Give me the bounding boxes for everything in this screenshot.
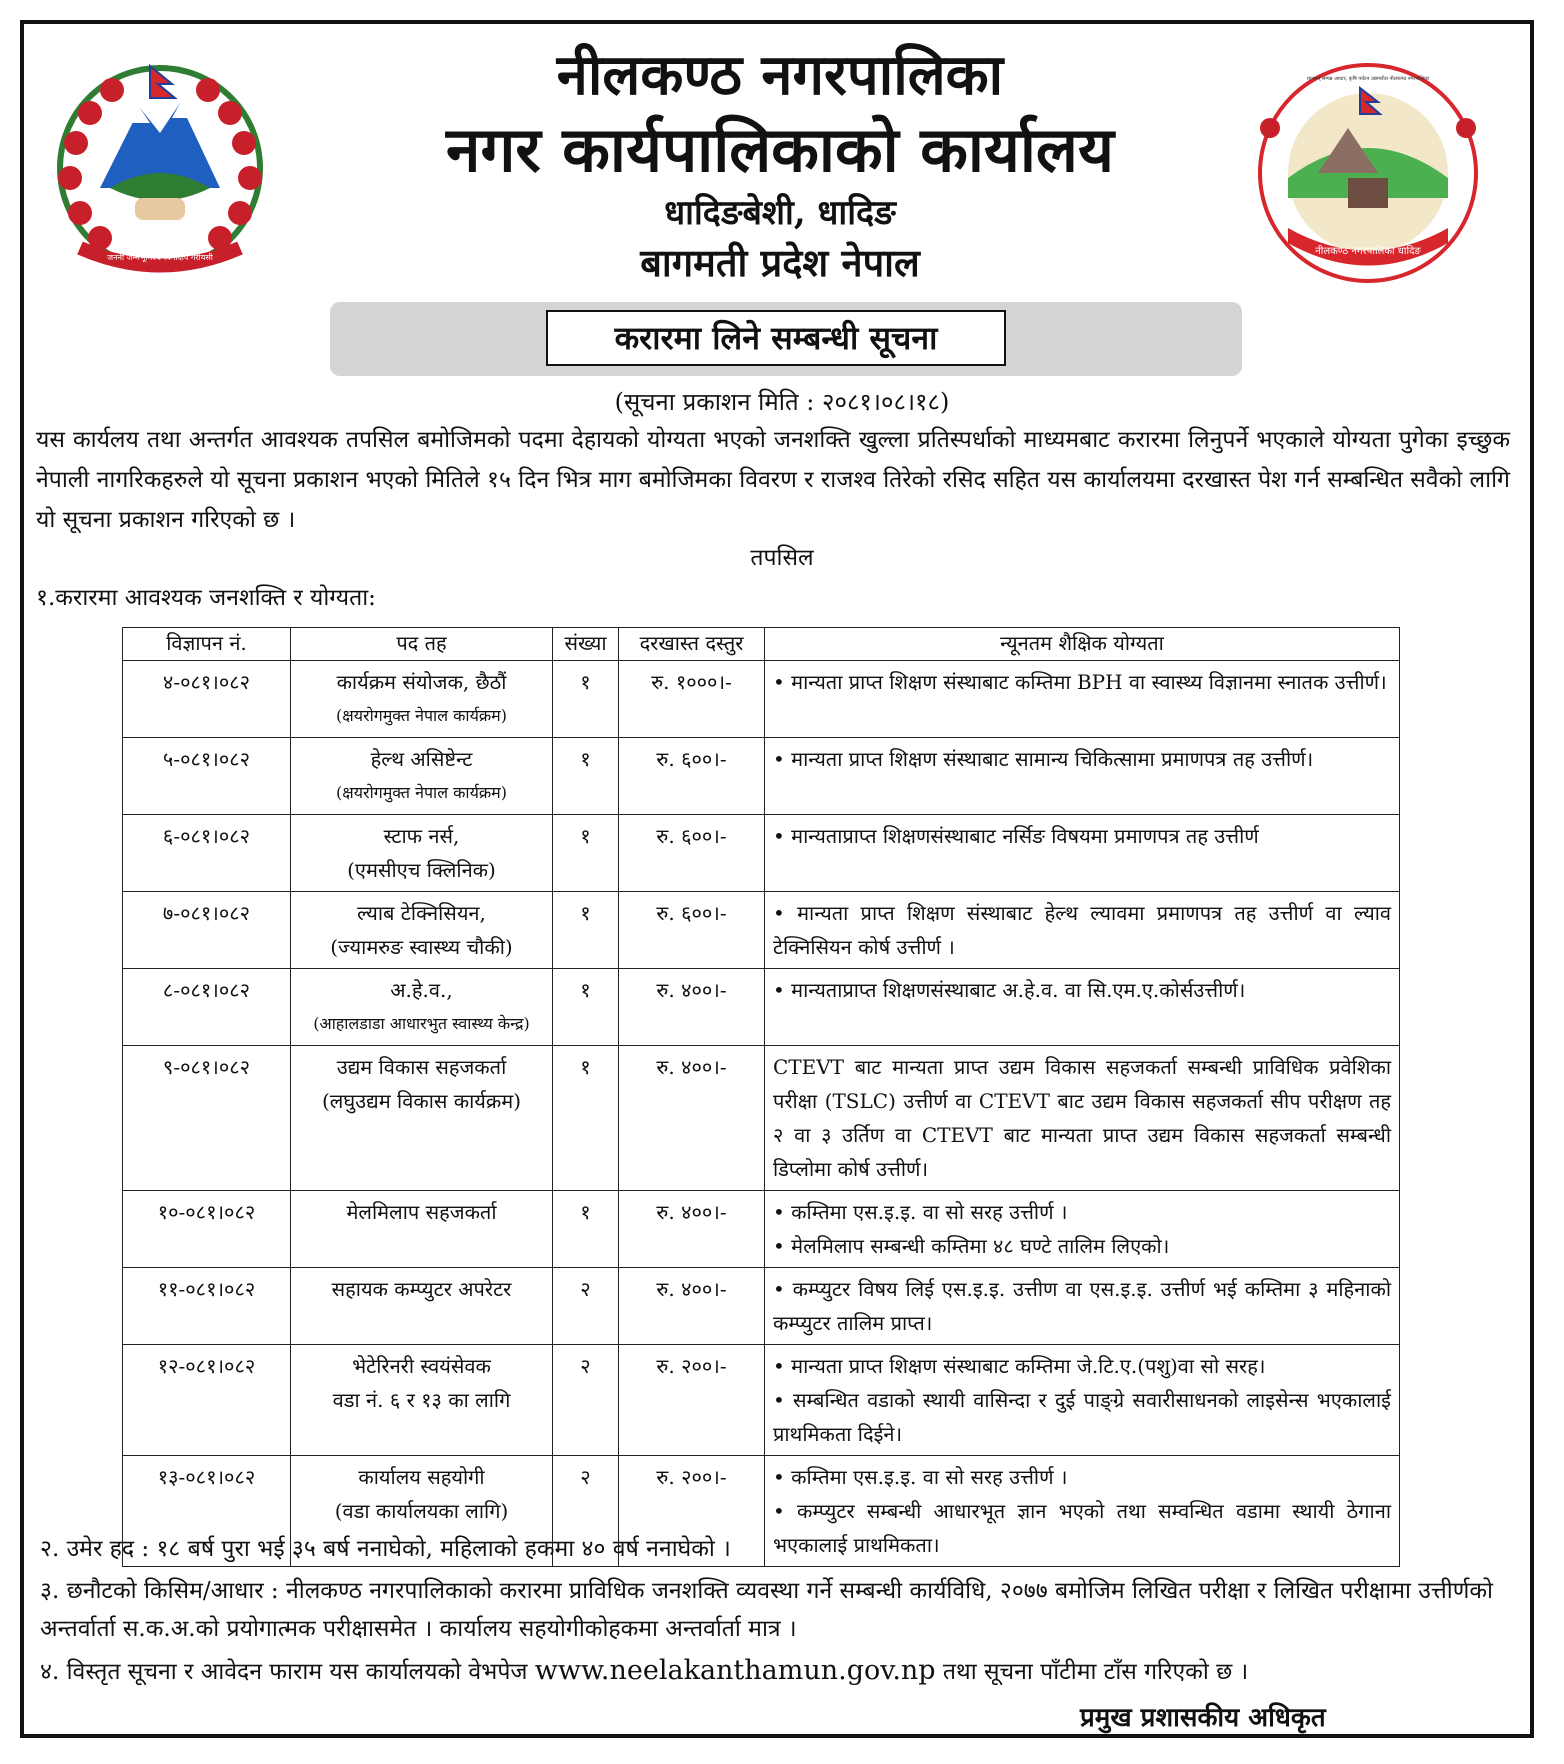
post-count: २ xyxy=(553,1268,619,1345)
emblem-motto: जननी जन्मभूमिश्च स्वर्गादपि गरीयसी xyxy=(107,253,213,262)
qualification-cell xyxy=(765,1345,1400,1456)
post-subtitle: (आहालडाडा आधारभुत स्वास्थ्य केन्द्र) xyxy=(313,1014,530,1033)
post-title: उद्यम विकास सहजकर्ता xyxy=(336,1055,507,1079)
table-row xyxy=(123,815,1400,892)
post-cell xyxy=(291,815,553,892)
qualification-cell xyxy=(765,1191,1400,1268)
qualification-line: • मान्यता प्राप्त शिक्षण संस्थाबाट कम्तिमा जे.टि.ए.(पशु)वा सो सरह। xyxy=(773,1354,1266,1378)
post-cell xyxy=(291,1345,553,1456)
post-count: १ xyxy=(553,892,619,969)
qualification-cell xyxy=(765,1046,1400,1191)
office-location: धादिङबेशी, धादिङ xyxy=(664,193,896,233)
post-count: २ xyxy=(553,1345,619,1456)
qualification-line: • मान्यता प्राप्त शिक्षण संस्थाबाट कम्तिमा BPH वा स्वास्थ्य विज्ञानमा स्नातक उत्तीर्ण। xyxy=(773,670,1387,694)
signatory: प्रमुख प्रशासकीय अधिकृत xyxy=(1080,1703,1326,1733)
header-qualification: न्यूनतम शैक्षिक योग्यता xyxy=(765,628,1400,661)
table-row xyxy=(123,1268,1400,1345)
post-count: १ xyxy=(553,738,619,815)
ad-number: ५-०८१।०८२ xyxy=(123,738,291,815)
qualification-cell xyxy=(765,661,1400,738)
qualification-line: • कम्तिमा एस.इ.इ. वा सो सरह उत्तीर्ण । xyxy=(773,1465,1068,1489)
intro-paragraph: यस कार्यलय तथा अन्तर्गत आवश्यक तपसिल बमोजिमको पदमा देहायको योग्यता भएको जनशक्ति खुल्ला प्रतिस्पर्धाको माध्यमबाट करारमा लिनुपर्ने भएकाले योग्यता पुगेका इच्छुक नेपाली नागरिकहरुले यो सूचना प्रकाशन भएको मितिले १५ दिन भित्र माग बमोजिमका विवरण र राजश्व तिरेको रसिद सहित यस कार्यालयमा दरखास्त पेश गर्न सम्बन्धित सवैको लागि यो सूचना प्रकाशन गरिएको छ । xyxy=(36,427,1510,533)
post-title: कार्यक्रम संयोजक, छैठौं xyxy=(336,670,507,694)
post-count: १ xyxy=(553,969,619,1046)
qualification-line: • कम्प्युटर विषय लिई एस.इ.इ. उत्तीण वा एस.इ.इ. उत्तीर्ण भई कम्तिमा ३ महिनाको कम्प्युटर तालिम प्राप्त। xyxy=(773,1277,1391,1335)
website-info-post: तथा सूचना पाँटीमा टाँस गरिएको छ । xyxy=(942,1659,1249,1685)
ad-number: ८-०८१।०८२ xyxy=(123,969,291,1046)
post-title: अ.हे.व., xyxy=(390,978,453,1002)
municipality-logo-top-text: शान्त्यम् सम्पन्न आधार, कृषि पर्यटन उद्यमशील नीलकण्ठ नगरपालिका xyxy=(1306,76,1430,82)
section-1-heading: १.करारमा आवश्यक जनशक्ति र योग्यता: xyxy=(36,585,376,611)
post-subtitle: (ज्यामरुङ स्वास्थ्य चौकी) xyxy=(330,935,513,959)
post-cell xyxy=(291,738,553,815)
table-row xyxy=(123,969,1400,1046)
ad-number: ११-०८१।०८२ xyxy=(123,1268,291,1345)
qualification-cell xyxy=(765,815,1400,892)
post-subtitle: (क्षयरोगमुक्त नेपाल कार्यक्रम) xyxy=(336,706,507,725)
table-header-row xyxy=(123,628,1400,661)
municipality-logo-icon xyxy=(1248,58,1488,288)
application-fee: रु. ४००।- xyxy=(619,1191,765,1268)
post-cell xyxy=(291,892,553,969)
table-row xyxy=(123,1191,1400,1268)
application-fee: रु. ६००।- xyxy=(619,738,765,815)
qualification-line: • कम्प्युटर सम्बन्धी आधारभूत ज्ञान भएको तथा सम्वन्धित वडामा स्थायी ठेगाना भएकालाई प्राथमिकता। xyxy=(773,1499,1391,1557)
header-post: पद तह xyxy=(291,628,553,661)
post-count: १ xyxy=(553,661,619,738)
ad-number: ४-०८१।०८२ xyxy=(123,661,291,738)
post-title: मेलमिलाप सहजकर्ता xyxy=(346,1200,497,1224)
nepal-emblem-icon xyxy=(40,48,280,288)
qualification-line: • मान्यताप्राप्त शिक्षणसंस्थाबाट अ.हे.व. वा सि.एम.ए.कोर्सउत्तीर्ण। xyxy=(773,978,1246,1002)
municipality-name: नीलकण्ठ नगरपालिका xyxy=(556,42,1004,108)
post-subtitle: (एमसीएच क्लिनिक) xyxy=(347,858,496,882)
table-row xyxy=(123,1046,1400,1191)
post-title: स्टाफ नर्स, xyxy=(383,824,460,848)
application-fee: रु. ४००।- xyxy=(619,1046,765,1191)
website-info xyxy=(40,1652,1530,1691)
post-cell xyxy=(291,661,553,738)
qualification-line: • मेलमिलाप सम्बन्धी कम्तिमा ४८ घण्टे तालिम लिएको। xyxy=(773,1234,1170,1258)
selection-basis: ३. छनौटको किसिम/आधार : नीलकण्ठ नगरपालिकाको करारमा प्राविधिक जनशक्ति व्यवस्था गर्ने सम्बन्धी कार्यविधि, २०७७ बमोजिम लिखित परीक्षा र लिखित परीक्षामा उत्तीर्णको अन्तर्वार्ता स.क.अ.को प्रयोगात्मक परीक्षासमेत । कार्यालय सहयोगीकोहकमा अन्तर्वार्ता मात्र । xyxy=(40,1578,1493,1642)
qualification-line: CTEVT बाट मान्यता प्राप्त उद्यम विकास सहजकर्ता सम्बन्धी प्राविधिक प्रवेशिका परीक्षा (TSLC) उत्तीर्ण वा CTEVT बाट उद्यम विकास सहजकर्ता सीप परीक्षण तह २ वा ३ उर्तिण वा CTEVT बाट मान्यता प्राप्त उद्यम विकास सहजकर्ता सम्बन्धी डिप्लोमा कोर्ष उत्तीर्ण। xyxy=(773,1055,1391,1181)
website-info-pre: ४. विस्तृत सूचना र आवेदन फाराम यस कार्यालयको वेभपेज xyxy=(40,1659,528,1685)
application-fee: रु. ६००।- xyxy=(619,815,765,892)
post-count: २ xyxy=(553,1456,619,1567)
post-cell xyxy=(291,969,553,1046)
ad-number: ९-०८१।०८२ xyxy=(123,1046,291,1191)
qualification-cell xyxy=(765,892,1400,969)
post-subtitle: (वडा कार्यालयका लागि) xyxy=(334,1499,509,1523)
application-fee: रु. ६००।- xyxy=(619,892,765,969)
qualification-line: • मान्यताप्राप्त शिक्षणसंस्थाबाट नर्सिङ विषयमा प्रमाणपत्र तह उत्तीर्ण xyxy=(773,824,1259,848)
post-title: कार्यालय सहयोगी xyxy=(358,1465,485,1489)
ad-number: ७-०८१।०८२ xyxy=(123,892,291,969)
application-fee: रु. ४००।- xyxy=(619,969,765,1046)
qualification-cell xyxy=(765,1268,1400,1345)
post-count: १ xyxy=(553,1046,619,1191)
post-subtitle: (क्षयरोगमुक्त नेपाल कार्यक्रम) xyxy=(336,783,507,802)
application-fee: रु. २००।- xyxy=(619,1345,765,1456)
qualification-line: • मान्यता प्राप्त शिक्षण संस्थाबाट सामान्य चिकित्सामा प्रमाणपत्र तह उत्तीर्ण। xyxy=(773,747,1314,771)
table-row xyxy=(123,1345,1400,1456)
positions-table xyxy=(122,627,1400,1567)
post-subtitle: वडा नं. ६ र १३ का लागि xyxy=(332,1388,511,1412)
age-limit: २. उमेर हद : १८ बर्ष पुरा भई ३५ बर्ष ननाघेको, महिलाको हकमा ४० वर्ष ननाघेको । xyxy=(40,1536,731,1562)
notice-title: करारमा लिने सम्बन्धी सूचना xyxy=(546,310,1006,366)
application-fee: रु. ४००।- xyxy=(619,1268,765,1345)
post-count: १ xyxy=(553,1191,619,1268)
header-fee: दरखास्त दस्तुर xyxy=(619,628,765,661)
qualification-cell xyxy=(765,738,1400,815)
table-row xyxy=(123,661,1400,738)
post-count: १ xyxy=(553,815,619,892)
qualification-line: • कम्तिमा एस.इ.इ. वा सो सरह उत्तीर्ण । xyxy=(773,1200,1068,1224)
publish-date: (सूचना प्रकाशन मिति : २०८१।०८।१८) xyxy=(614,388,950,416)
post-title: हेल्थ असिष्टेन्ट xyxy=(370,747,473,771)
ad-number: ६-०८१।०८२ xyxy=(123,815,291,892)
application-fee: रु. १०००।- xyxy=(619,661,765,738)
table-body xyxy=(123,661,1400,1567)
application-fee: रु. २००।- xyxy=(619,1456,765,1567)
qualification-cell xyxy=(765,969,1400,1046)
post-title: सहायक कम्प्युटर अपरेटर xyxy=(331,1277,512,1301)
table-row xyxy=(123,892,1400,969)
table-row xyxy=(123,738,1400,815)
qualification-line: • मान्यता प्राप्त शिक्षण संस्थाबाट हेल्थ ल्यावमा प्रमाणपत्र तह उत्तीर्ण वा ल्याव टेक्निसियन कोर्ष उत्तीर्ण । xyxy=(773,901,1391,959)
post-subtitle: (लघुउद्यम विकास कार्यक्रम) xyxy=(321,1089,522,1113)
municipality-logo-text: नीलकण्ठ नगरपालिका धादिङ xyxy=(1315,246,1421,257)
post-title: भेटेरिनरी स्वयंसेवक xyxy=(352,1354,491,1378)
notice-title-banner xyxy=(330,302,1242,376)
website-link[interactable]: www.neelakanthamun.gov.np xyxy=(534,1655,936,1686)
post-cell xyxy=(291,1191,553,1268)
header-count: संख्या xyxy=(553,628,619,661)
ad-number: १३-०८१।०८२ xyxy=(123,1456,291,1567)
tapasil-heading: तपसिल xyxy=(750,545,814,571)
header-ad-no: विज्ञापन नं. xyxy=(123,628,291,661)
ad-number: १०-०८१।०८२ xyxy=(123,1191,291,1268)
post-cell xyxy=(291,1046,553,1191)
qualification-line: • सम्बन्धित वडाको स्थायी वासिन्दा र दुई पाङ्ग्रे सवारीसाधनको लाइसेन्स भएकालाई प्राथमिकता दिईने। xyxy=(773,1388,1391,1446)
post-title: ल्याब टेक्निसियन, xyxy=(357,901,486,925)
province-name: बागमती प्रदेश नेपाल xyxy=(640,240,920,285)
office-name: नगर कार्यपालिकाको कार्यालय xyxy=(446,113,1114,186)
ad-number: १२-०८१।०८२ xyxy=(123,1345,291,1456)
post-cell xyxy=(291,1268,553,1345)
